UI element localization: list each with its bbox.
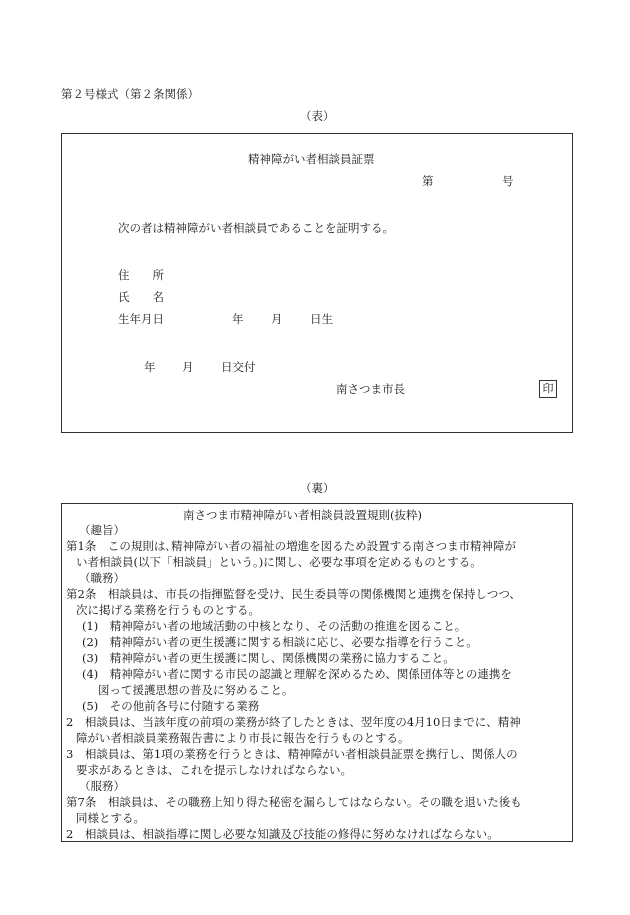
issue-day: 日交付 <box>221 360 256 374</box>
certification-statement: 次の者は精神障がい者相談員であることを証明する。 <box>118 221 394 235</box>
number-suffix: 号 <box>502 174 514 188</box>
regulation-item: (3) 精神障がい者の更生援護に関し、関係機関の業務に協力すること。 <box>82 651 455 665</box>
section-heading: （服務） <box>79 779 125 793</box>
regulation-line: 第7条 相談員は、その職務上知り得た秘密を漏らしてはならない。その職を退いた後も <box>66 795 522 809</box>
birth-year: 年 <box>232 312 244 326</box>
certificate-back <box>61 503 573 842</box>
regulation-item: (2) 精神障がい者の更生援護に関する相談に応じ、必要な指導を行うこと。 <box>82 635 478 649</box>
issue-year: 年 <box>144 360 156 374</box>
certificate-front <box>61 133 573 433</box>
regulation-line: 同様とする。 <box>76 811 145 825</box>
regulation-item: (5) その他前各号に付随する業務 <box>82 699 260 713</box>
birthdate-label: 生年月日 <box>118 312 164 326</box>
regulation-line: 2 相談員は、相談指導に関し必要な知識及び技能の修得に努めなければならない。 <box>66 827 499 841</box>
regulation-line: 第2条 相談員は、市長の指揮監督を受け、民生委員等の関係機関と連携を保持しつつ、 <box>66 587 521 601</box>
back-label: （裏） <box>300 481 335 495</box>
regulation-title: 南さつま市精神障がい者相談員設置規則(抜粋) <box>183 508 422 522</box>
regulation-line: 2 相談員は、当該年度の前項の業務が終了したときは、翌年度の4月10日までに、精神 <box>66 715 521 729</box>
birth-day: 日生 <box>310 312 333 326</box>
front-label: （表） <box>300 109 335 123</box>
regulation-line: 3 相談員は、第1項の業務を行うときは、精神障がい者相談員証票を携行し、関係人の <box>66 747 518 761</box>
regulation-line: 障がい者相談員業務報告書により市長に報告を行うものとする。 <box>76 731 410 745</box>
certificate-title: 精神障がい者相談員証票 <box>248 152 375 166</box>
address-label: 住 所 <box>118 268 164 282</box>
regulation-item: 図って援護思想の普及に努めること。 <box>98 683 294 697</box>
form-number: 第２号様式（第２条関係） <box>61 87 199 101</box>
name-label: 氏 名 <box>118 290 164 304</box>
regulation-line: 次に掲げる業務を行うものとする。 <box>76 603 260 617</box>
regulation-line: い者相談員(以下「相談員」という。)に関し、必要な事項を定めるものとする。 <box>76 555 482 569</box>
section-heading: （趣旨） <box>79 523 125 537</box>
section-heading: （職務） <box>79 571 125 585</box>
seal-mark: 印 <box>539 380 557 398</box>
issue-month: 月 <box>182 360 194 374</box>
birth-month: 月 <box>271 312 283 326</box>
regulation-line: 要求があるときは、これを提示しなければならない。 <box>76 763 352 777</box>
regulation-item: (4) 精神障がい者に関する市民の認識と理解を深めるため、関係団体等との連携を <box>82 667 512 681</box>
number-prefix: 第 <box>422 174 434 188</box>
issuer-name: 南さつま市長 <box>336 382 405 396</box>
regulation-line: 第1条 この規則は､精神障がい者の福祉の増進を図るため設置する南さつま市精神障が <box>66 539 517 553</box>
regulation-item: (1) 精神障がい者の地域活動の中核となり、その活動の推進を図ること。 <box>82 619 467 633</box>
